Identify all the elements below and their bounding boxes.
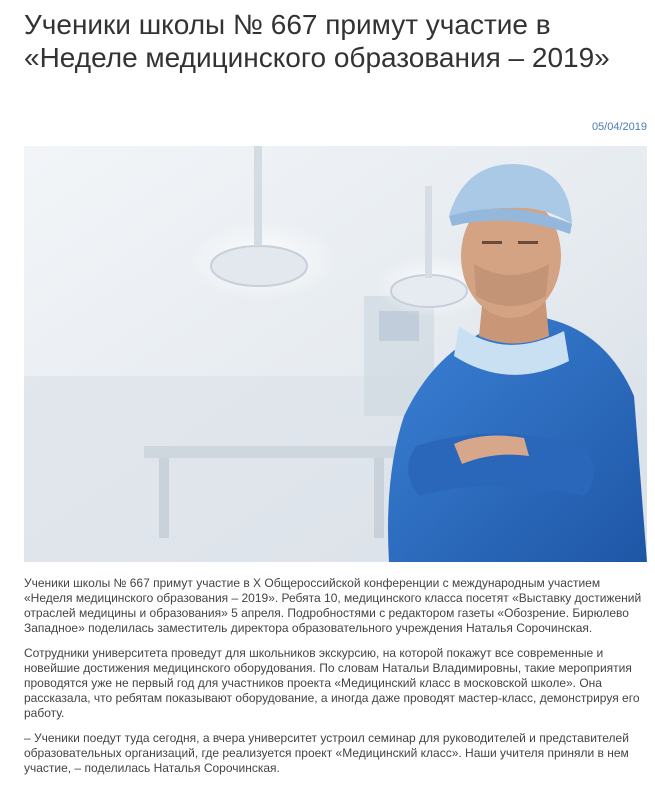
article-image xyxy=(24,146,647,562)
article-paragraph: Ученики школы № 667 примут участие в X Общероссийской конференции с международным участием «Неделя медицинского образования – 2019». Ребята 10, медицинского класса посетят «Выставку достижений отраслей медицины и образования» 5 апреля. Подробностями с редактором газеты «Обозрение. Бирюлево Западное» поделилась заместитель директора образовательного учреждения Наталья Сорочинская. xyxy=(24,576,642,635)
article-paragraph: Сотрудники университета проведут для школьников экскурсию, на которой покажут все современные и новейшие достижения медицинского оборудования. По словам Натальи Владимировны, такие мероприятия проводятся уже не первый год для участников проекта «Медицинский класс в московской школе». Она рассказала, что ребятам показывают оборудование, а иногда даже проводят мастер-класс, демонстрируя его работу. xyxy=(24,646,640,720)
article-title: Ученики школы № 667 примут участие в «Неделе медицинского образования – 2019» xyxy=(24,9,610,73)
article-paragraph: – Ученики поедут туда сегодня, а вчера университет устроил семинар для руководителей и представителей образовательных организаций, где реализуется проект «Медицинский класс». Наши учителя приняли в нем участие, – поделилась Наталья Сорочинская. xyxy=(24,731,629,775)
article-date: 05/04/2019 xyxy=(591,121,647,133)
article-body xyxy=(24,576,648,786)
